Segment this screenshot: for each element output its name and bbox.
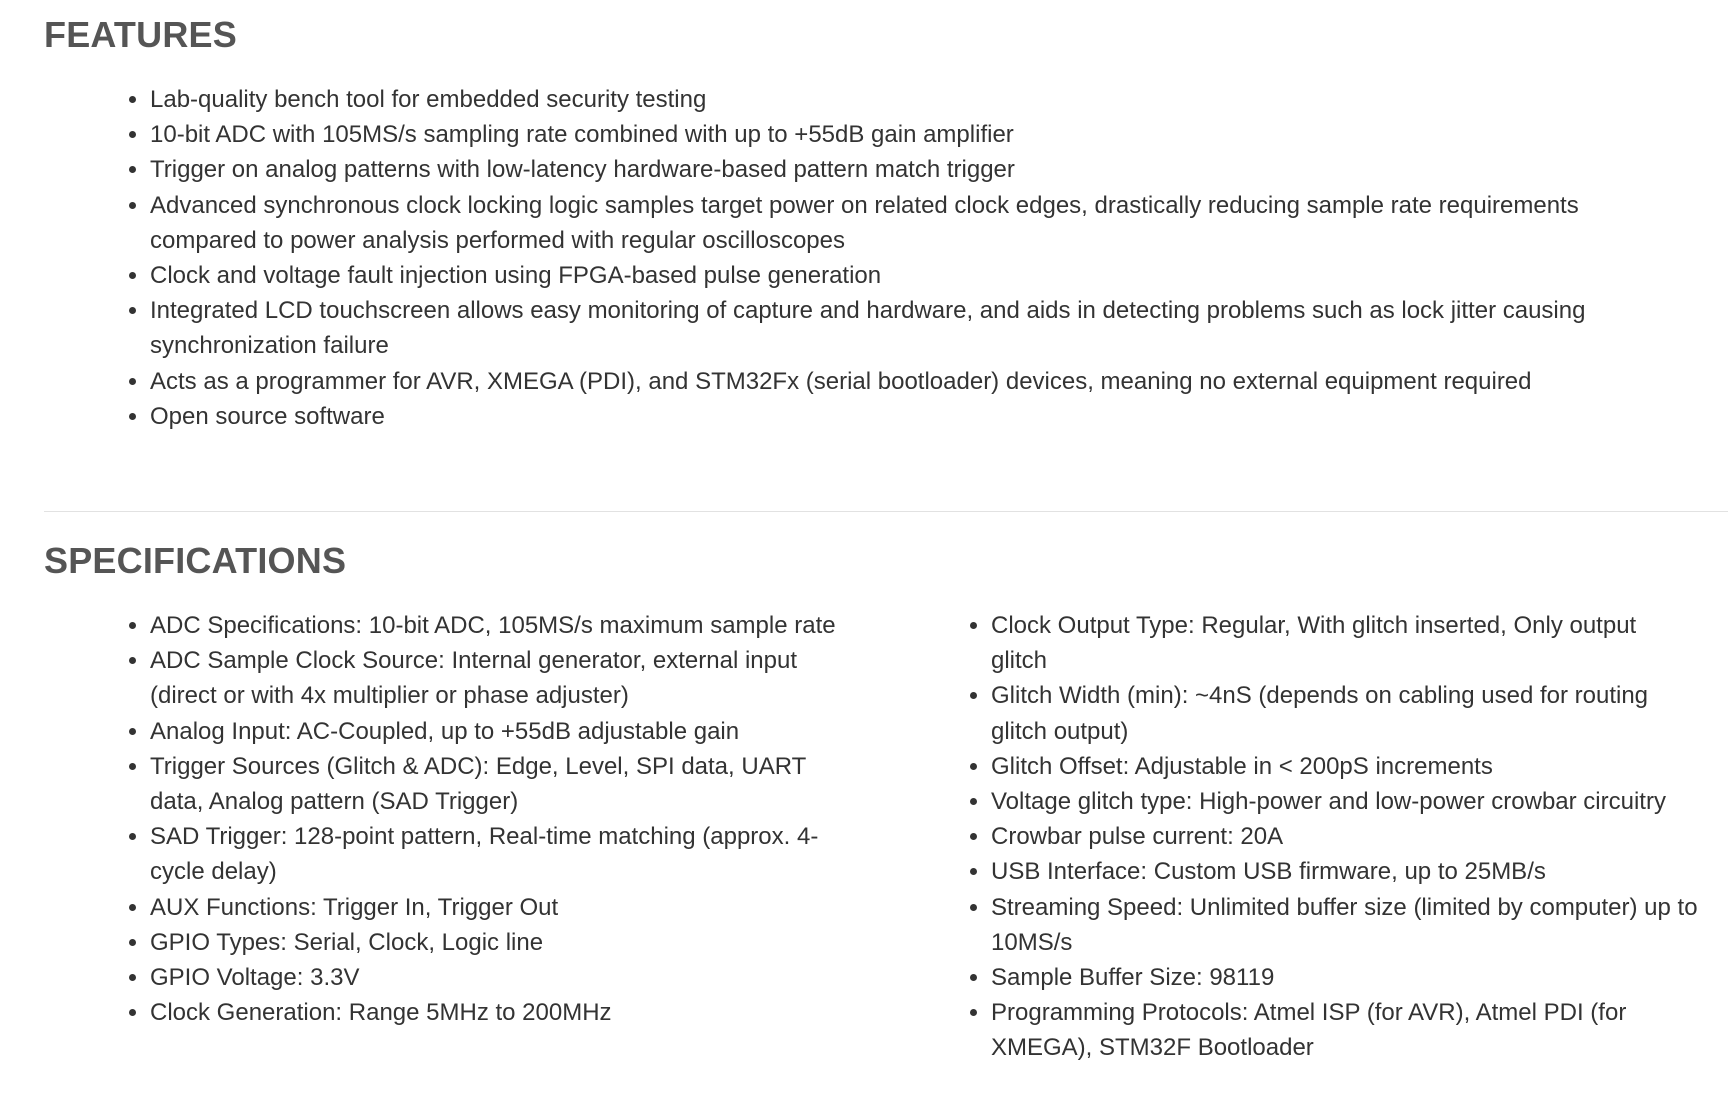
features-heading: FEATURES: [44, 14, 237, 55]
specifications-list-left: [44, 608, 864, 1030]
spec-item: Clock Generation: Range 5MHz to 200MHz: [44, 995, 864, 1030]
specifications-heading: SPECIFICATIONS: [44, 540, 347, 581]
spec-item: SAD Trigger: 128-point pattern, Real-time matching (approx. 4-cycle delay): [44, 819, 864, 889]
feature-item: Integrated LCD touchscreen allows easy monitoring of capture and hardware, and aids in detecting problems such as lock jitter causing synchronization failure: [44, 293, 1684, 363]
feature-item: Advanced synchronous clock locking logic samples target power on related clock edges, drastically reducing sample rate requirements compared to power analysis performed with regular oscilloscopes: [44, 188, 1684, 258]
features-list: [44, 82, 1684, 434]
spec-item: Crowbar pulse current: 20A: [885, 819, 1728, 854]
section-divider: [44, 511, 1728, 512]
spec-item: ADC Specifications: 10-bit ADC, 105MS/s maximum sample rate: [44, 608, 864, 643]
spec-item: Clock Output Type: Regular, With glitch inserted, Only output glitch: [885, 608, 1728, 678]
feature-item: Lab-quality bench tool for embedded security testing: [44, 82, 1684, 117]
feature-item: Trigger on analog patterns with low-latency hardware-based pattern match trigger: [44, 152, 1684, 187]
spec-item: Programming Protocols: Atmel ISP (for AVR), Atmel PDI (for XMEGA), STM32F Bootloader: [885, 995, 1728, 1065]
feature-item: Clock and voltage fault injection using FPGA-based pulse generation: [44, 258, 1684, 293]
spec-item: Glitch Width (min): ~4nS (depends on cabling used for routing glitch output): [885, 678, 1728, 748]
feature-item: Open source software: [44, 399, 1684, 434]
spec-item: AUX Functions: Trigger In, Trigger Out: [44, 890, 864, 925]
specifications-right-column: [885, 608, 1728, 1066]
specifications-list-right: [885, 608, 1728, 1066]
feature-item: Acts as a programmer for AVR, XMEGA (PDI), and STM32Fx (serial bootloader) devices, meaning no external equipment required: [44, 364, 1684, 399]
spec-item: USB Interface: Custom USB firmware, up to 25MB/s: [885, 854, 1728, 889]
specifications-left-column: [44, 608, 864, 1030]
spec-item: Sample Buffer Size: 98119: [885, 960, 1728, 995]
spec-item: Analog Input: AC-Coupled, up to +55dB adjustable gain: [44, 714, 864, 749]
spec-item: Trigger Sources (Glitch & ADC): Edge, Level, SPI data, UART data, Analog pattern (SAD Trigger): [44, 749, 864, 819]
spec-item: Voltage glitch type: High-power and low-power crowbar circuitry: [885, 784, 1728, 819]
spec-item: GPIO Types: Serial, Clock, Logic line: [44, 925, 864, 960]
spec-item: Streaming Speed: Unlimited buffer size (limited by computer) up to 10MS/s: [885, 890, 1728, 960]
spec-item: Glitch Offset: Adjustable in < 200pS increments: [885, 749, 1728, 784]
feature-item: 10-bit ADC with 105MS/s sampling rate combined with up to +55dB gain amplifier: [44, 117, 1684, 152]
features-section: [44, 82, 1684, 434]
spec-item: GPIO Voltage: 3.3V: [44, 960, 864, 995]
spec-item: ADC Sample Clock Source: Internal generator, external input (direct or with 4x multiplier or phase adjuster): [44, 643, 864, 713]
